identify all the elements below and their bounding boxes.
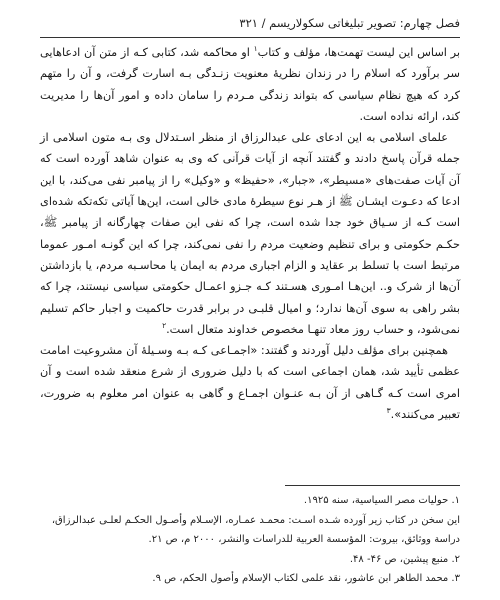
footnote-ref-1: ۱ [253,44,258,54]
page-number: ۳۲۱ [239,16,258,30]
running-header [40,12,460,34]
header-rule [40,37,460,38]
footnotes [40,491,460,589]
paragraph-2: علمای اسلامی به این ادعای علی عبدالرزاق از منظر اسـتدلال وی بـه متون اسلامی از جمله قرآن پاسخ دادند و گفتند آنچه از آیات قرآنی که وی به عنوان شاهد آورده است که آن آیات صفت‌های «مسیطر»، «جبار»، «حفیظ» و «وکیل» را از پیامبر نفی می‌کند، با این ادعا که دعـوت ایشـان ﷺ از هـر نوع سیطرهٔ مادی خالی است، این‌ها آیاتی تکه‌تکه شده‌ای است کـه از سـیاق خود جدا شده است، چرا که نفی این صفات چهارگانه از پیامبر ﷺ، حکـم حکومتی و برای تنظیم وضعیت مردم را نفی نمی‌کند، چرا که این گونـه امـور عموما مرتبط است با تسلط بر عقاید و الزام اجباری مردم به ایمان یا محاسـبه مردم، یا بازداشتن آن‌ها از شرک و.. این‌هـا امـوری هسـتند کـه جـزو اعمـال حکومتی سیاسی نیستند، چرا که بشر راهی به سوی آن‌ها ندارد؛ و امیال قلبـی در برابر قدرت حاکمیت و اجبار حاکم تسلیم نمی‌شود، و حساب روز معاد تنهـا مخصوص خداوند متعال است.$^۲$ [40,131,460,336]
footnote-1-continued: این سخن در کتاب زیر آورده شـده اسـت: محمـد عمـاره، الإسـلام وأصـول الحکـم لعلـی عبدالرزاق، دراسة ووثائق، بیروت: المؤسسة العربیة للدراسات والنشر، ۲۰۰۰ م، ص ۲۱. [51,514,460,545]
main-text [40,42,460,425]
footnote-rule [285,485,460,486]
footnote-ref-3: ۳ [386,406,391,416]
header-separator: / [261,16,266,30]
chapter-title-text: فصل چهارم: تصویر تبلیغاتی سکولاریسم [269,16,460,30]
footnote-1: ۱. حولیات مصر السیاسیة، سنه ۱۹۲۵. [303,495,460,506]
paragraph-1: بر اساس این لیست تهمت‌ها، مؤلف و کتاب$^۱$ او محاکمه شد، کتابی کـه از متن آن ادعاهایی سر برآورد که اسلام را در زندان نظریهٔ معنویت زنـدگی بـه اسارت گرفت، و آن را متهم کرد که هیچ نظام سیاسی که بتواند زندگی مـردم را سامان داده و امور آن‌ها را مدیریت کند، ارائه نداده است. [40,44,461,123]
footnote-2: ۲. منبع پیشین، ص ۴۶- ۴۸. [349,553,460,565]
footnote-3: ۳. محمد الطاهر ابن عاشور، نقد علمی لکتاب الإسلام وأصول الحکم، ص ۹. [152,573,460,584]
paragraph-3: همچنین برای مؤلف دلیل آوردند و گفتند: «اجمـاعی کـه بـه وسـیلهٔ آن مشروعیت امامت عظمی تأیید شد، همان اجماعی است که با دلیل ضروری از شرع منعقد شده است و آن امری است کـه گـاهی از آن بـه عنـوان اجمـاع و گاهی به عنوان امر معلوم به ضرورت، تعبیر می‌کنند».$^۳$ [40,344,460,422]
footnote-ref-2: ۲ [162,321,167,331]
chapter-title [239,16,460,30]
